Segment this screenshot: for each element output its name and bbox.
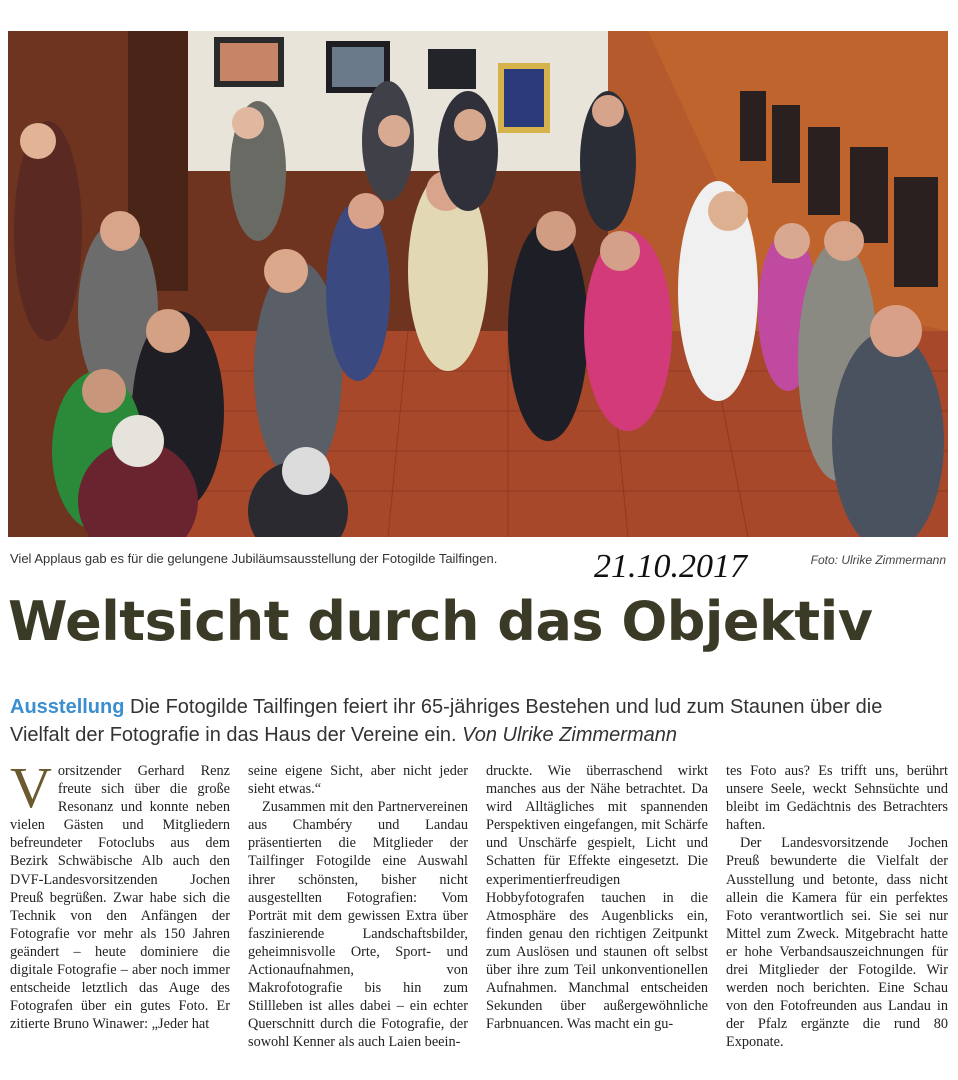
article-column-2 <box>248 762 468 1080</box>
article-column-4 <box>726 762 948 1080</box>
column-1-text: orsitzender Gerhard Renz freute sich über die große Resonanz und konnte neben vielen Gästen und Mitgliedern befreundeter Fotoclubs aus dem Bezirk Schwäbische Alb auch den DVF-Landesvorsitzenden Jochen Preuß begrüßen. Zwar habe sich die Technik von den Anfängen der Fotografie vor mehr als 150 Jahren geändert – heute dominiere die digitale Fotografie – aber noch immer entscheide letztlich das Auge des Fotografen über ein gutes Foto. Er zitierte Bruno Winawer: „Jeder hat <box>10 763 230 1033</box>
group-photo-icon <box>8 31 948 537</box>
column-3-text: druckte. Wie überraschend wirkt manches aus der Nähe betrachtet. Da wird Alltägliches mit spannenden Perspektiven eingefangen, mit Schärfe und Unschärfe gespielt, Licht und Schatten für Effekte eingesetzt. Die experimentierfreudigen Hobbyfotografen tauchen in die Atmosphäre des Augenblicks ein, finden genau den richtigen Zeitpunkt zum Auslösen und staunen oft selbst über ihre zum Teil unkonventionellen Aufnahmen. Manchmal entscheiden Sekunden über außergewöhnliche Farbnuancen. Was macht ein gu- <box>486 763 708 1033</box>
photo-caption: Viel Applaus gab es für die gelungene Jubiläumsausstellung der Fotogilde Tailfingen. <box>10 551 498 566</box>
column-4-paragraph-2: Der Landesvorsitzende Jochen Preuß bewunderte die Vielfalt der Ausstellung und betonte, dass nicht allein die Kamera für ein perfektes Foto verantwortlich sei. Sie sei nur Mittel zum Zweck. Mitgebracht hatte er hohe Verbandsauszeichnungen für drei Mitglieder der Fotogilde. Wir werden noch berichten. Eine Schau von den Fotofreunden aus Landau in der Pfalz ergänzte die rund 80 Exponate. <box>726 835 948 1051</box>
article-column-1 <box>10 762 230 1080</box>
article-photo <box>8 31 948 537</box>
handwritten-date: 21.10.2017 <box>594 548 747 585</box>
column-2-paragraph-2: Zusammen mit den Partnervereinen aus Chambéry und Landau präsentierten die Mitglieder der Tailfinger Fotogilde eine Auswahl ihrer schönsten, bisher nicht ausgestellten Fotografien: Vom Porträt mit dem gewissen Extra über faszinierende Landschaftsbilder, geheimnisvolle Orte, Sport- und Actionaufnahmen, von Makrofotografie bis hin zum Stillleben ist alles dabei – ein echter Querschnitt durch die Fotografie, der sowohl Kenner als auch Laien beein- <box>248 799 468 1051</box>
article-column-3 <box>486 762 708 1080</box>
article-headline: Weltsicht durch das Objektiv <box>8 590 873 653</box>
article-teaser <box>10 693 940 749</box>
photo-credit: Foto: Ulrike Zimmermann <box>810 553 946 567</box>
drop-cap: V <box>10 762 52 820</box>
column-4-paragraph-1: tes Foto aus? Es trifft uns, berührt unsere Seele, weckt Sehnsüchte und bleibt im Gedächtnis des Betrachters haften. <box>726 763 948 834</box>
teaser-author: Von Ulrike Zimmermann <box>462 724 677 746</box>
teaser-text: Die Fotogilde Tailfingen feiert ihr 65-jähriges Bestehen und lud zum Staunen über die Vielfalt der Fotografie in das Haus der Vereine ein. <box>10 696 883 746</box>
teaser-kicker: Ausstellung <box>10 696 125 718</box>
column-2-paragraph-1: seine eigene Sicht, aber nicht jeder sieht etwas.“ <box>248 763 468 798</box>
article-body <box>10 762 946 1080</box>
